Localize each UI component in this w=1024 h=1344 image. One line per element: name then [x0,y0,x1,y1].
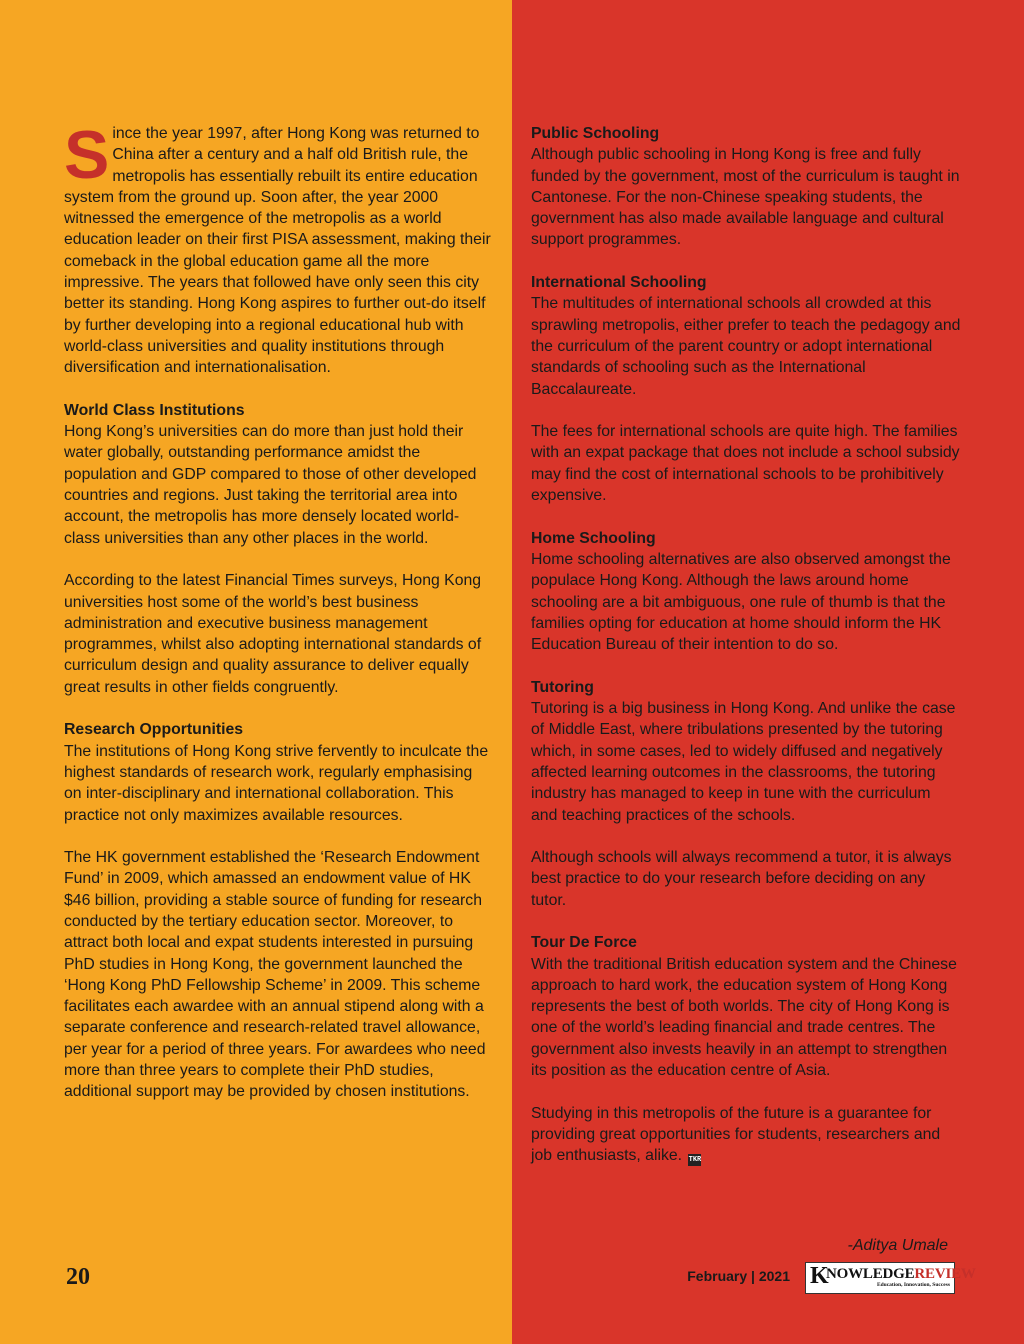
heading-research-opportunities: Research Opportunities [64,721,244,739]
heading-tutoring: Tutoring [531,678,594,696]
logo-wordmark [826,1267,976,1282]
paragraph-international-2: The fees for international schools are quite high. The families with an expat package that does not include a school subsidy may find the cost of international schools to be prohibitively expensive. [531,423,960,505]
knowledge-review-logo [805,1262,976,1294]
paragraph-research-2: The HK government established the ‘Research Endowment Fund’ in 2009, which amassed an endowment value of HK $46 billion, providing a stable source of funding for research conducted by the tertiary education sector. Moreover, to attract both local and expat students interested in pursuing PhD studies in Hong Kong, the government launched the ‘Hong Kong PhD Fellowship Scheme’ in 2009. This scheme facilitates each awardee with an annual stipend along with a separate conference and research-related travel allowance, per year for a period of three years. For awardees who need more than three years to complete their PhD studies, additional support may be provided by chosen institutions. [64,849,486,1101]
issue-date: February | 2021 [687,1268,790,1284]
logo-word-review: REVIEW [914,1266,976,1282]
paragraph-tour-de-force-1: With the traditional British education system and the Chinese approach to hard work, the education system of Hong Kong represents the best of both worlds. The city of Hong Kong is one of the world’s leading financial and trade centres. The government also invests heavily in an attempt to strengthen its position as the education centre of Asia. [531,955,957,1080]
logo-letter-k: K [810,1263,829,1289]
left-column [64,117,492,1124]
paragraph-tutoring-1: Tutoring is a big business in Hong Kong. And unlike the case of Middle East, where tribulations presented by the tutoring which, in some cases, led to widely diffused and negatively affected learning outcomes in the classrooms, the tutoring industry has managed to keep in tune with the curriculum and teaching practices of the schools. [531,700,956,824]
page-number: 20 [66,1264,90,1290]
paragraph-research-1: The institutions of Hong Kong strive fervently to inculcate the highest standards of research work, regularly emphasising on inter-disciplinary and international collaboration. This practice not only maximizes available resources. [64,742,489,824]
end-mark-icon: TKR [688,1156,702,1165]
intro-text: ince the year 1997, after Hong Kong was returned to China after a century and a half old British rule, the metropolis has essentially rebuilt its entire education system from the ground up. Soon after, the year 2000 witnessed the emergence of the metropolis as a world education leader on their first PISA assessment, making their comeback in the global education game all the more impressive. The years that followed have only seen this city better its standing. Hong Kong aspires to further out-do itself by further developing into a regional educational hub with world-class universities and quality institutions through diversification and internationalisation. [64,125,491,377]
paragraph-tour-de-force-2 [531,1103,961,1167]
paragraph-home-schooling: Home schooling alternatives are also observed amongst the populace Hong Kong. Although the laws around home schooling are a bit ambiguous, one rule of thumb is that the families opting for education at home should inform the HK Education Bureau of their intention to do so. [531,550,951,654]
heading-home-schooling: Home Schooling [531,529,656,547]
paragraph-public-schooling: Although public schooling in Hong Kong is free and fully funded by the government, most of the curriculum is taught in Cantonese. For the non-Chinese speaking students, the government has also made available language and cultural support programmes. [531,146,960,249]
logo-word-knowledge: NOWLEDGE [826,1266,915,1282]
heading-public-schooling: Public Schooling [531,125,660,142]
heading-tour-de-force: Tour De Force [531,934,637,952]
logo-tagline: Education, Innovation, Success [876,1282,950,1288]
intro-paragraph [64,117,492,379]
heading-international-schooling: International Schooling [531,274,707,292]
author-byline: -Aditya Umale [847,1237,948,1254]
closing-text: Studying in this metropolis of the future is a guarantee for providing great opportunities for students, researchers and job enthusiasts, alike. [531,1104,941,1165]
paragraph-tutoring-2: Although schools will always recommend a tutor, it is always best practice to do your research before deciding on any tutor. [531,849,952,909]
heading-world-class-institutions: World Class Institutions [64,401,245,419]
drop-cap: S [64,117,110,193]
paragraph-international-1: The multitudes of international schools all crowded at this sprawling metropolis, either prefer to teach the pedagogy and the curriculum of the parent country or adopt international standards of schooling such as the International Baccalaureate. [531,295,961,398]
paragraph-world-class-2: According to the latest Financial Times surveys, Hong Kong universities host some of the world’s best business administration and executive business management programmes, whilst also adopting international standards of curriculum design and quality assurance to deliver equally great results in other fields congruently. [64,572,482,696]
right-column [531,123,961,1188]
paragraph-world-class-1: Hong Kong’s universities can do more than just hold their water globally, outstanding performance amidst the population and GDP compared to those of other developed countries and regions. Just taking the territorial area into account, the metropolis has more densely located world-class universities than any other places in the world. [64,423,477,547]
